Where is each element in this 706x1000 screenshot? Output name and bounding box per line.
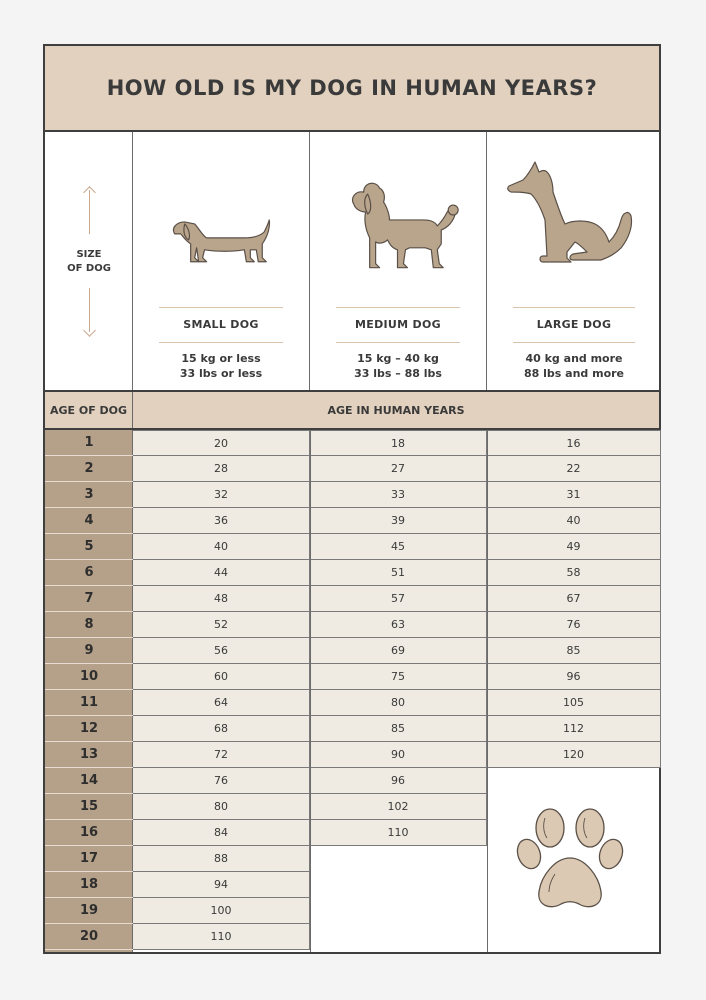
age-cell: 12 bbox=[45, 716, 133, 742]
small-dog-lbs: 33 lbs or less bbox=[179, 367, 263, 380]
age-cell: 1 bbox=[45, 430, 133, 456]
age-cell: 10 bbox=[45, 664, 133, 690]
medium-dog-human-age-cell: 110 bbox=[310, 820, 487, 846]
small-dog-human-age-cell: 40 bbox=[133, 534, 310, 560]
arrow-up-line bbox=[89, 190, 90, 234]
medium-dog-column bbox=[310, 132, 487, 390]
age-cell: 4 bbox=[45, 508, 133, 534]
medium-dog-human-age-cell: 57 bbox=[310, 586, 487, 612]
age-cell: 3 bbox=[45, 482, 133, 508]
large-dog-lbs: 88 lbs and more bbox=[523, 367, 625, 380]
small-dog-human-age-cell: 20 bbox=[133, 430, 310, 456]
age-cell: 15 bbox=[45, 794, 133, 820]
page-title: HOW OLD IS MY DOG IN HUMAN YEARS? bbox=[106, 76, 598, 100]
medium-dog-human-age-cell: 102 bbox=[310, 794, 487, 820]
large-dog-human-age-cell: 31 bbox=[487, 482, 661, 508]
small-dog-human-age-cell: 60 bbox=[133, 664, 310, 690]
size-label-column bbox=[45, 132, 133, 390]
divider-line bbox=[513, 307, 635, 308]
size-of-dog-label bbox=[45, 248, 133, 276]
age-cell: 8 bbox=[45, 612, 133, 638]
size-of-dog-row bbox=[45, 132, 659, 392]
large-dog-name: LARGE DOG bbox=[536, 318, 612, 331]
age-cell: 6 bbox=[45, 560, 133, 586]
age-cell: 7 bbox=[45, 586, 133, 612]
table-header-row bbox=[45, 392, 659, 430]
age-cell: 11 bbox=[45, 690, 133, 716]
small-dog-human-age-cell: 56 bbox=[133, 638, 310, 664]
small-dog-human-age-cell: 72 bbox=[133, 742, 310, 768]
age-of-dog-header: AGE OF DOG bbox=[45, 392, 133, 428]
large-dog-human-age-cell: 105 bbox=[487, 690, 661, 716]
large-dog-human-age-cell: 67 bbox=[487, 586, 661, 612]
medium-dog-human-age-cell: 63 bbox=[310, 612, 487, 638]
large-dog-column bbox=[487, 132, 661, 390]
divider-line bbox=[513, 342, 635, 343]
age-cell: 20 bbox=[45, 924, 133, 950]
large-dog-human-age-cell: 16 bbox=[487, 430, 661, 456]
divider-line bbox=[159, 342, 283, 343]
age-in-human-years-header: AGE IN HUMAN YEARS bbox=[327, 403, 465, 417]
small-dog-human-age-cell: 100 bbox=[133, 898, 310, 924]
column-divider bbox=[310, 430, 311, 952]
age-cell: 5 bbox=[45, 534, 133, 560]
small-dog-human-age-cell: 44 bbox=[133, 560, 310, 586]
medium-dog-name: MEDIUM DOG bbox=[355, 318, 441, 331]
large-dog-human-age-cell: 58 bbox=[487, 560, 661, 586]
age-cell: 14 bbox=[45, 768, 133, 794]
medium-dog-human-age-cell: 96 bbox=[310, 768, 487, 794]
small-dog-human-age-cell: 36 bbox=[133, 508, 310, 534]
medium-dog-human-age-cell: 39 bbox=[310, 508, 487, 534]
paw-print-icon bbox=[515, 806, 625, 916]
small-dog-name: SMALL DOG bbox=[183, 318, 259, 331]
large-dog-human-age-cell: 40 bbox=[487, 508, 661, 534]
medium-dog-human-age-cell: 75 bbox=[310, 664, 487, 690]
large-dog-human-age-cell: 96 bbox=[487, 664, 661, 690]
medium-dog-human-age-cell: 27 bbox=[310, 456, 487, 482]
age-cell: 16 bbox=[45, 820, 133, 846]
small-dog-human-age-cell: 68 bbox=[133, 716, 310, 742]
medium-dog-human-age-cell: 69 bbox=[310, 638, 487, 664]
age-cell: 17 bbox=[45, 846, 133, 872]
title-bar bbox=[45, 46, 659, 132]
medium-dog-human-age-cell: 45 bbox=[310, 534, 487, 560]
small-dog-human-age-cell: 94 bbox=[133, 872, 310, 898]
small-dog-human-age-cell: 110 bbox=[133, 924, 310, 950]
large-dog-human-age-cell: 76 bbox=[487, 612, 661, 638]
age-cell: 9 bbox=[45, 638, 133, 664]
shepherd-icon bbox=[487, 132, 661, 292]
large-dog-human-age-cell: 112 bbox=[487, 716, 661, 742]
medium-dog-human-age-cell: 90 bbox=[310, 742, 487, 768]
medium-dog-human-age-cell: 33 bbox=[310, 482, 487, 508]
age-cell: 18 bbox=[45, 872, 133, 898]
small-dog-human-age-cell: 28 bbox=[133, 456, 310, 482]
poodle-icon bbox=[310, 132, 486, 292]
large-dog-human-age-cell: 22 bbox=[487, 456, 661, 482]
medium-dog-human-age-cell: 18 bbox=[310, 430, 487, 456]
medium-dog-lbs: 33 lbs – 88 lbs bbox=[354, 367, 442, 380]
column-divider bbox=[487, 430, 488, 952]
medium-dog-human-age-cell: 85 bbox=[310, 716, 487, 742]
medium-dog-human-age-cell: 80 bbox=[310, 690, 487, 716]
arrow-down-icon bbox=[83, 324, 96, 337]
small-dog-human-age-cell: 76 bbox=[133, 768, 310, 794]
divider-line bbox=[159, 307, 283, 308]
medium-dog-kg: 15 kg – 40 kg bbox=[357, 352, 439, 365]
large-dog-human-age-cell: 120 bbox=[487, 742, 661, 768]
divider-line bbox=[336, 307, 460, 308]
medium-dog-human-age-cell: 51 bbox=[310, 560, 487, 586]
small-dog-human-age-cell: 48 bbox=[133, 586, 310, 612]
small-dog-human-age-cell: 88 bbox=[133, 846, 310, 872]
large-dog-kg: 40 kg and more bbox=[525, 352, 623, 365]
small-dog-column bbox=[133, 132, 310, 390]
size-label-line-1: SIZE bbox=[76, 249, 102, 260]
small-dog-human-age-cell: 52 bbox=[133, 612, 310, 638]
large-dog-human-age-cell: 85 bbox=[487, 638, 661, 664]
divider-line bbox=[336, 342, 460, 343]
large-dog-human-age-cell: 49 bbox=[487, 534, 661, 560]
small-dog-human-age-cell: 32 bbox=[133, 482, 310, 508]
age-cell: 19 bbox=[45, 898, 133, 924]
small-dog-kg: 15 kg or less bbox=[181, 352, 261, 365]
age-column bbox=[45, 430, 133, 952]
small-dog-human-age-cell: 80 bbox=[133, 794, 310, 820]
size-label-line-2: OF DOG bbox=[67, 263, 111, 274]
age-cell: 13 bbox=[45, 742, 133, 768]
small-dog-human-age-cell: 84 bbox=[133, 820, 310, 846]
small-dog-human-age-cell: 64 bbox=[133, 690, 310, 716]
dachshund-icon bbox=[133, 132, 309, 292]
dog-age-chart bbox=[43, 44, 661, 954]
age-cell: 2 bbox=[45, 456, 133, 482]
